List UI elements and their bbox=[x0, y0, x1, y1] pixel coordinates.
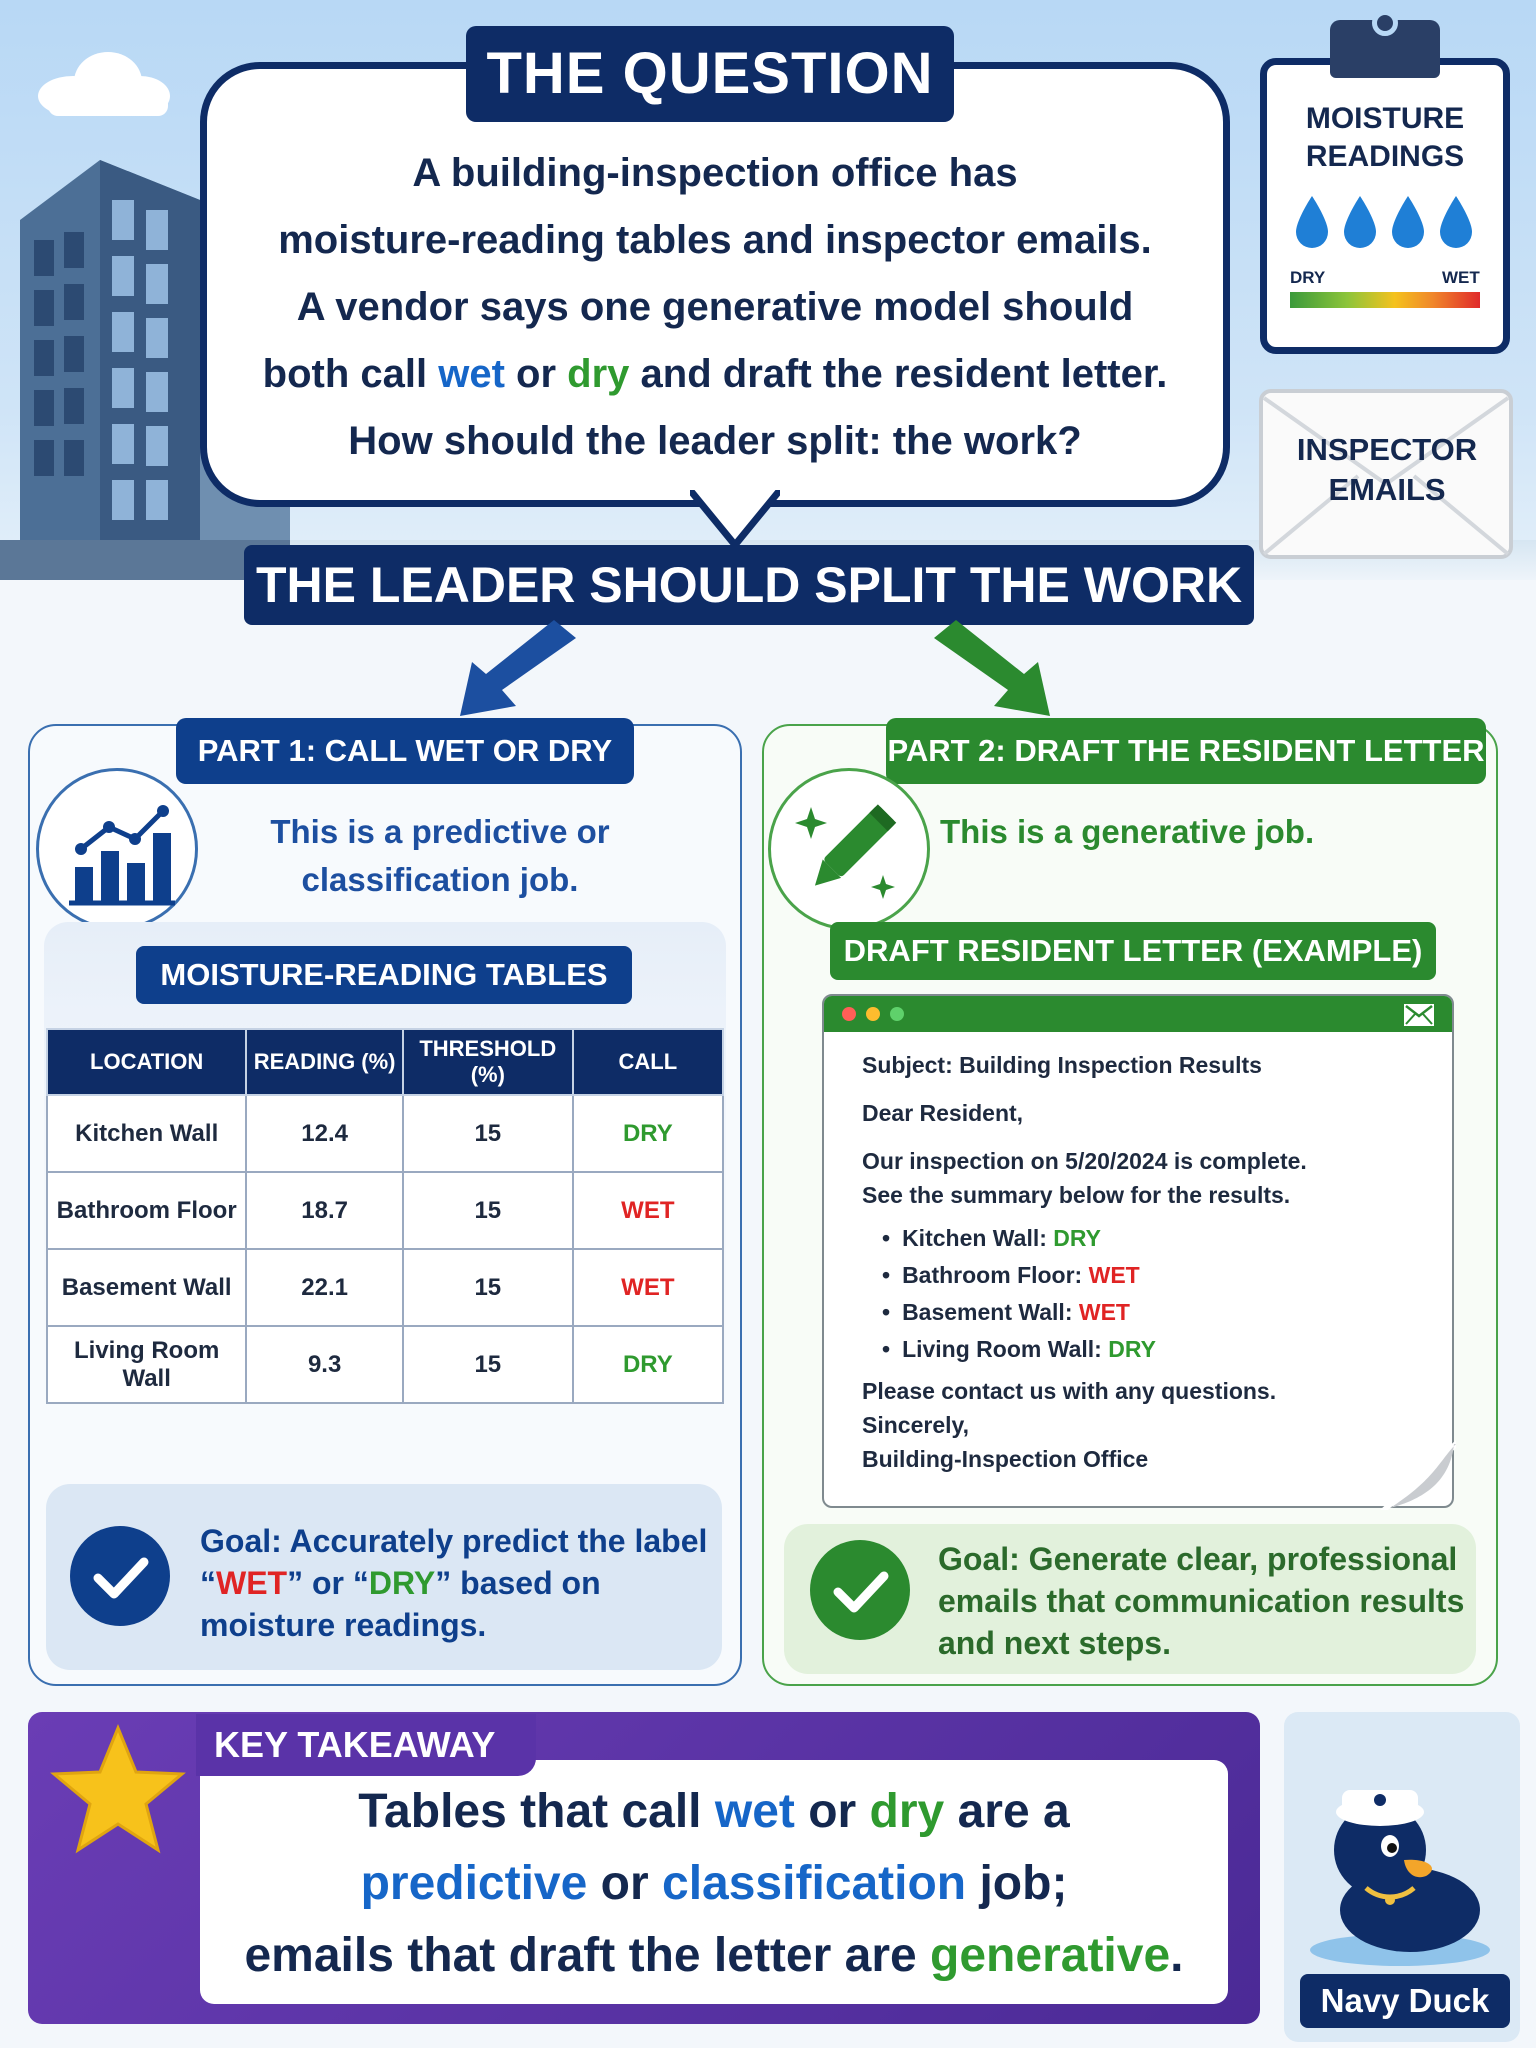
arrow-down-left-icon bbox=[450, 620, 580, 720]
reading-cell: 12.4 bbox=[246, 1095, 403, 1172]
table-row bbox=[47, 1326, 723, 1403]
question-title: THE QUESTION bbox=[466, 26, 954, 122]
reading-cell: 18.7 bbox=[246, 1172, 403, 1249]
part2-goal-text: Goal: Generate clear, professional emails that communication results and next steps. bbox=[938, 1541, 1465, 1661]
mascot-label: Navy Duck bbox=[1300, 1974, 1510, 2028]
list-item: • Living Room Wall: DRY bbox=[882, 1331, 1422, 1368]
part1-subtitle: This is a predictive or classification job. bbox=[270, 813, 610, 898]
page-curl bbox=[1380, 1440, 1456, 1510]
window-maximize-dot bbox=[890, 1007, 904, 1021]
letter-result-list bbox=[882, 1220, 1422, 1368]
window-close-dot bbox=[842, 1007, 856, 1021]
call-cell: DRY bbox=[573, 1326, 723, 1403]
question-line-5: How should the leader split: the work? bbox=[348, 419, 1082, 463]
table-row bbox=[47, 1249, 723, 1326]
table-row bbox=[47, 1095, 723, 1172]
question-line-2: moisture-reading tables and inspector emails. bbox=[278, 218, 1152, 262]
reading-cell: 9.3 bbox=[246, 1326, 403, 1403]
question-line-3: A vendor says one generative model should bbox=[296, 285, 1134, 329]
water-drop-icon bbox=[1290, 192, 1480, 252]
location-cell: Kitchen Wall bbox=[47, 1095, 246, 1172]
speech-bubble-tail bbox=[690, 490, 780, 550]
checkmark-icon bbox=[810, 1540, 910, 1640]
part1-tab: PART 1: CALL WET OR DRY bbox=[176, 718, 634, 784]
letter-closing: Please contact us with any questions. bbox=[862, 1378, 1277, 1404]
reading-cell: 22.1 bbox=[246, 1249, 403, 1326]
question-line-1: A building-inspection office has bbox=[412, 151, 1018, 195]
letter-subject: Subject: Building Inspection Results bbox=[862, 1052, 1262, 1078]
column-header: LOCATION bbox=[47, 1029, 246, 1095]
location-cell: Living Room Wall bbox=[47, 1326, 246, 1403]
pencil-sparkle-icon bbox=[768, 768, 930, 930]
window-minimize-dot bbox=[866, 1007, 880, 1021]
column-header: THRESHOLD (%) bbox=[403, 1029, 573, 1095]
scale-dry-label: DRY bbox=[1290, 268, 1326, 287]
list-item: • Bathroom Floor: WET bbox=[882, 1257, 1422, 1294]
question-line-4: both call wet or dry and draft the resident letter. bbox=[262, 352, 1168, 396]
key-takeaway-tab: KEY TAKEAWAY bbox=[196, 1714, 536, 1776]
letter-body-line: Our inspection on 5/20/2024 is complete. bbox=[862, 1148, 1307, 1174]
inspector-emails-label: INSPECTOR EMAILS bbox=[1296, 432, 1478, 507]
table-header-row bbox=[47, 1029, 723, 1095]
part1-goal-text: Goal: Accurately predict the label “WET” or “DRY” based on moisture readings. bbox=[200, 1523, 708, 1643]
bar-chart-icon bbox=[36, 768, 198, 930]
location-cell: Bathroom Floor bbox=[47, 1172, 246, 1249]
part2-subtitle: This is a generative job. bbox=[940, 813, 1315, 850]
table-row bbox=[47, 1172, 723, 1249]
scale-wet-label: WET bbox=[1442, 268, 1480, 287]
letter-signoff: Sincerely, bbox=[862, 1412, 969, 1438]
letter-greeting: Dear Resident, bbox=[862, 1100, 1024, 1126]
star-icon bbox=[48, 1722, 188, 1862]
key-takeaway-text: Tables that call wet or dry are a predictive or classification job; emails that draft the letter are generative. bbox=[244, 1785, 1184, 1982]
question-text bbox=[230, 140, 1200, 475]
letter-signature: Building-Inspection Office bbox=[862, 1446, 1149, 1472]
list-item: • Kitchen Wall: DRY bbox=[882, 1220, 1422, 1257]
call-cell: WET bbox=[573, 1172, 723, 1249]
mail-icon bbox=[1404, 1004, 1434, 1026]
location-cell: Basement Wall bbox=[47, 1249, 246, 1326]
moisture-tables-tab: MOISTURE-READING TABLES bbox=[136, 946, 632, 1004]
threshold-cell: 15 bbox=[403, 1095, 573, 1172]
letter-body bbox=[862, 1048, 1422, 1476]
draft-letter-tab: DRAFT RESIDENT LETTER (EXAMPLE) bbox=[830, 922, 1436, 980]
clipboard-hole bbox=[1372, 10, 1398, 36]
threshold-cell: 15 bbox=[403, 1326, 573, 1403]
call-cell: DRY bbox=[573, 1095, 723, 1172]
split-banner: THE LEADER SHOULD SPLIT THE WORK bbox=[244, 545, 1254, 625]
part2-tab: PART 2: DRAFT THE RESIDENT LETTER bbox=[886, 718, 1486, 784]
moisture-readings-title: MOISTURE READINGS bbox=[1305, 102, 1465, 173]
list-item: • Basement Wall: WET bbox=[882, 1294, 1422, 1331]
threshold-cell: 15 bbox=[403, 1172, 573, 1249]
column-header: READING (%) bbox=[246, 1029, 403, 1095]
checkmark-icon bbox=[70, 1526, 170, 1626]
call-cell: WET bbox=[573, 1249, 723, 1326]
threshold-cell: 15 bbox=[403, 1249, 573, 1326]
arrow-down-right-icon bbox=[930, 620, 1060, 720]
moisture-scale-bar bbox=[1290, 292, 1480, 308]
duck-icon bbox=[1300, 1760, 1500, 1970]
letter-titlebar bbox=[824, 996, 1452, 1032]
column-header: CALL bbox=[573, 1029, 723, 1095]
letter-body-line: See the summary below for the results. bbox=[862, 1182, 1291, 1208]
moisture-table bbox=[46, 1028, 724, 1404]
cloud-icon bbox=[28, 48, 178, 118]
